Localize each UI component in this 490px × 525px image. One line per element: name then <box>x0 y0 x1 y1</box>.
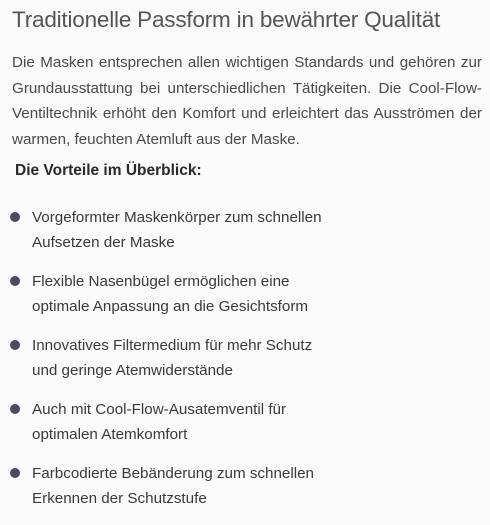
intro-line: Ventiltechnik erhöht den Komfort und erleichtert das Ausströmen der <box>12 105 482 122</box>
intro-line: warmen, feuchten Atemluft aus der Maske. <box>12 130 300 148</box>
list-item <box>10 333 322 397</box>
bullet-icon <box>10 468 20 478</box>
bullet-icon <box>10 212 20 222</box>
bullet-icon <box>10 340 20 350</box>
list-item-line: Innovatives Filtermedium für mehr Schutz <box>32 337 313 354</box>
list-item-text <box>32 461 322 511</box>
list-item-text <box>32 205 322 255</box>
list-item <box>10 397 322 461</box>
intro-paragraph <box>12 50 482 152</box>
list-item-text <box>32 269 322 319</box>
bullet-icon <box>10 276 20 286</box>
list-item-line: optimalen Atemkomfort <box>32 426 188 443</box>
list-item-line: Erkennen der Schutzstufe <box>32 490 207 507</box>
list-item-line: optimale Anpassung an die Gesichtsform <box>32 298 309 315</box>
list-item-line: Aufsetzen der Maske <box>32 234 175 251</box>
list-item <box>10 461 322 525</box>
list-item-text <box>32 397 322 447</box>
intro-line: Grundausstattung bei unterschiedlichen Tätigkeiten. Die Cool-Flow- <box>12 79 482 97</box>
benefits-heading: Die Vorteile im Überblick: <box>15 162 202 179</box>
list-item <box>10 269 322 333</box>
list-item <box>10 205 322 269</box>
list-item-line: Vorgeformter Maskenkörper zum schnellen <box>32 209 322 226</box>
benefits-list <box>10 205 322 525</box>
list-item-line: Farbcodierte Bebänderung zum schnellen <box>32 465 314 482</box>
intro-line: Die Masken entsprechen allen wichtigen Standards und gehören zur <box>12 54 482 71</box>
list-item-line: Flexible Nasenbügel ermöglichen eine <box>32 273 290 290</box>
bullet-icon <box>10 404 20 414</box>
page-title: Traditionelle Passform in bewährter Qualität <box>12 7 441 32</box>
list-item-line: Auch mit Cool-Flow-Ausatemventil für <box>32 401 287 418</box>
list-item-text <box>32 333 322 383</box>
list-item-line: und geringe Atemwiderstände <box>32 362 233 379</box>
